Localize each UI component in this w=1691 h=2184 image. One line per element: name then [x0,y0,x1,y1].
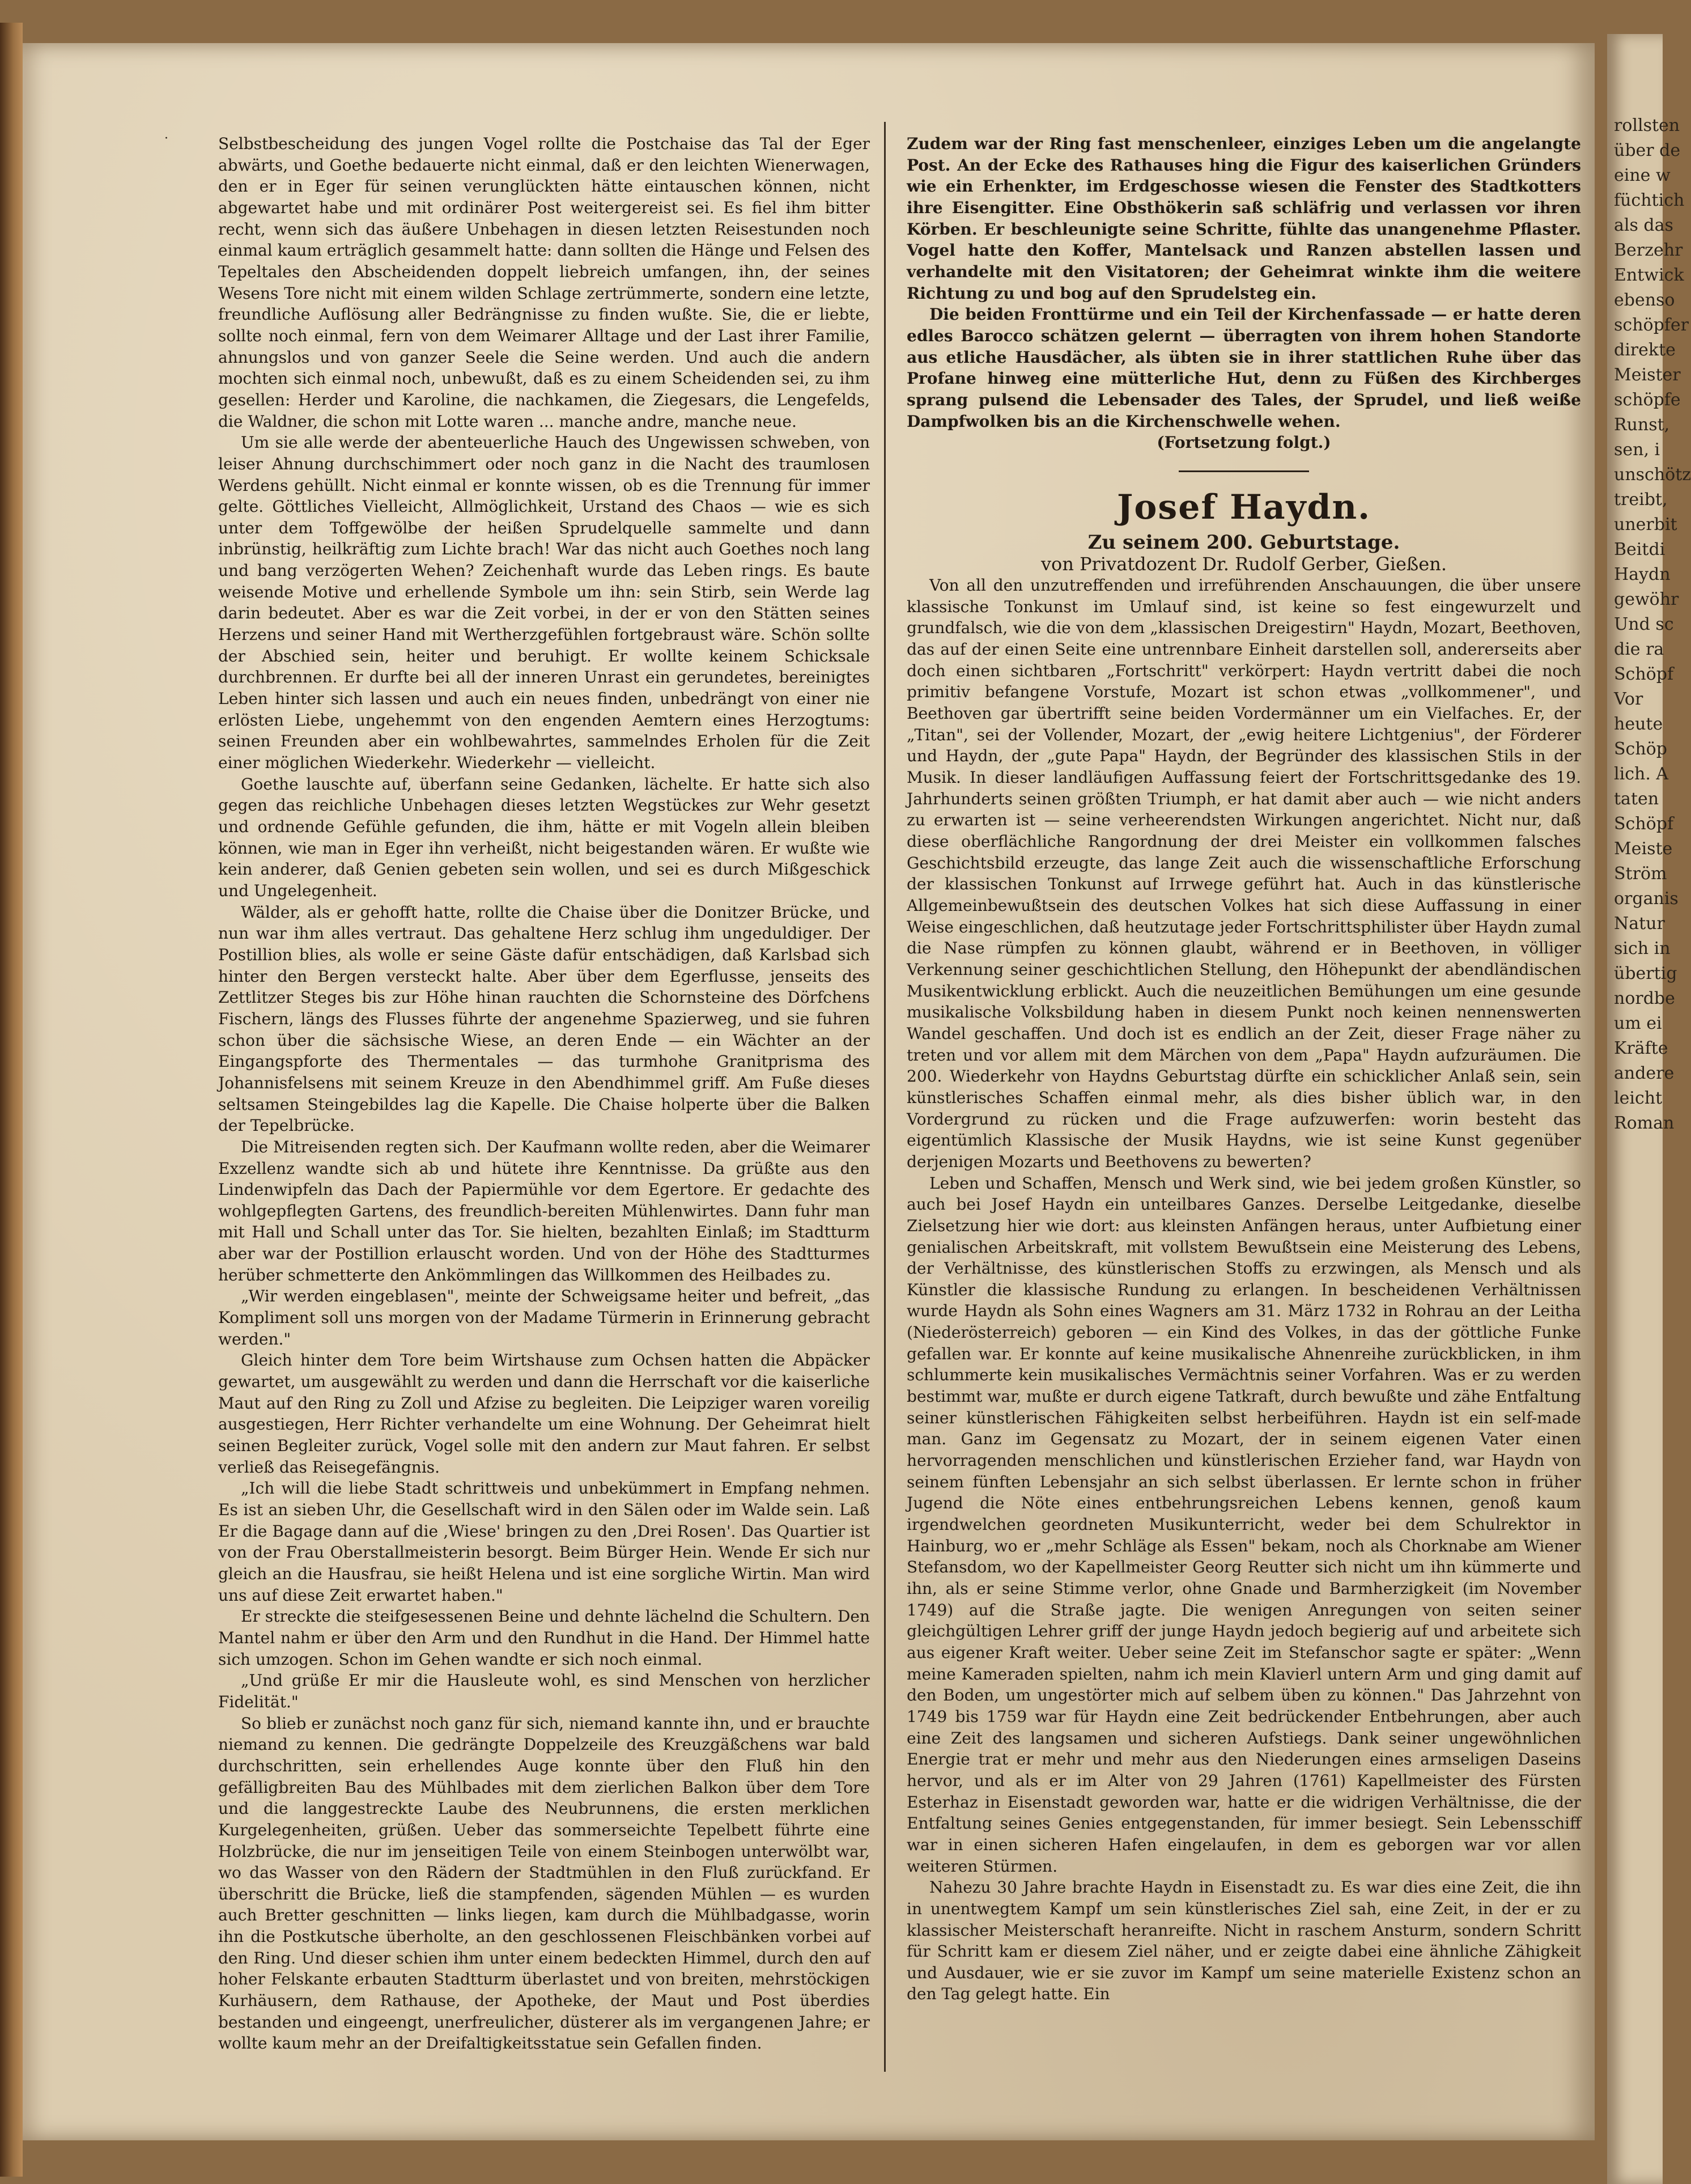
adjacent-fragment: treibt, [1614,490,1668,510]
story-paragraph: Gleich hinter dem Tore beim Wirtshause zum Ochsen hatten die Abpäcker gewartet, um ausgewählt zu werden und dann die Herrschaft vor die kaiserliche Maut auf den Ring zu Zoll und Afzise zu begleiten. Die Leipziger waren voreilig ausgestiegen, Herr Richter verhandelte um eine Wohnung. Der Geheimrat hielt seinen Begleiter zurück, Vogel solle mit den andern zur Maut fahren. Er selbst verließ das Reisegefängnis. [218,1351,870,1477]
adjacent-fragment: Kräfte [1614,1038,1668,1058]
adjacent-fragment: die ra [1614,639,1664,659]
article-paragraph: Nahezu 30 Jahre brachte Haydn in Eisenstadt zu. Es war dies eine Zeit, die ihn in unentwegtem Kampf um sein künstlerisches Ziel sah, eine Zeit, in der er zu klassischer Meisterschaft heranreifte. Nicht in raschem Ansturm, sondern Schritt für Schritt kam er diesem Ziel näher, und er zeigte dabei eine ähnliche Zähigkeit und Ausdauer, wie er sie zuvor im Kampf um seine materielle Existenz schon an den Tag gelegt hatte. Ein [907,1878,1581,2004]
adjacent-fragment: Schöpf [1614,814,1674,834]
adjacent-fragment: gewöhr [1614,590,1679,609]
story-paragraph: „Und grüße Er mir die Hausleute wohl, es sind Menschen von herzlicher Fidelität." [218,1671,870,1711]
article-paragraph: Leben und Schaffen, Mensch und Werk sind, wie bei jedem großen Künstler, so auch bei Josef Haydn ein unteilbares Ganzes. Derselbe Leitgedanke, dieselbe Zielsetzung hier wie dort: aus kleinsten Anfängen heraus, unter Aufbietung einer genialischen Arbeitskraft, mit vollstem Bewußtsein eine Meisterung des Lebens, der Verhältnisse, des künstlerischen Stoffs zu erzwingen, als Mensch und als Künstler die klassische Rundung zu erlangen. In bescheidenen Verhältnissen wurde Haydn als Sohn eines Wagners am 31. März 1732 in Rohrau an der Leitha (Niederösterreich) geboren — ein Kind des Volkes, in das der göttliche Funke gefallen war. Er konnte auf keine musikalische Ahnenreihe zurückblicken, in ihm schlummerte kein musikalisches Vermächtnis seiner Vorfahren. Was er zu werden bestimmt war, mußte er durch eigene Tatkraft, durch bewußte und zähe Entfaltung seiner künstlerischen Fähigkeiten selbst herbeiführen. Haydn ist ein self-made man. Ganz im Gegensatz zu Mozart, der in seinem eigenen Vater einen hervorragenden menschlichen und künstlerischen Erzieher fand, war Haydn von seinem fünften Lebensjahr an sich selbst überlassen. Er lernte schon in früher Jugend die Nöte eines entbehrungsreichen Lebens kennen, genoß kaum irgendwelchen geordneten Musikunterricht, weder bei dem Schulrektor in Hainburg, wo er „mehr Schläge als Essen" bekam, noch als Chorknabe am Wiener Stefansdom, wo der Kapellmeister Georg Reutter sich nicht um ihn kümmerte und ihn, als er seine Stimme verlor, ohne Gnade und Barmherzigkeit (im November 1749) auf die Straße jagte. Die wenigen Anregungen von seiten seiner gleichgültigen Lehrer griff der junge Haydn jedoch begierig auf und arbeitete sich aus eigener Kraft weiter. Ueber seine Zeit im Stefanschor sagte er später: „Wenn meine Kameraden spielten, nahm ich mein Klavierl untern Arm und ging damit auf den Boden, um ungestörter mich auf selbem üben zu können." Das Jahrzehnt von 1749 bis 1759 war für Haydn eine Zeit bedrückender Entbehrungen, aber auch eine Zeit des langsamen und sicheren Aufstiegs. Dank seiner ungewöhnlichen Energie trat er mehr und mehr aus den Niederungen eines armseligen Daseins hervor, und als er im Alter von 29 Jahren (1761) Kapellmeister des Fürsten Esterhaz in Eisenstadt geworden war, hatte er die widrigen Verhältnisse, die der Entfaltung seines Genies entgegenstanden, für immer besiegt. Sein Lebensschiff war in einen sicheren Hafen eingelaufen, in dem es geborgen war vor allen weiteren Stürmen. [907,1173,1581,1876]
adjacent-fragment: Entwick [1614,265,1684,285]
story-paragraph: Zudem war der Ring fast menschenleer, einziges Leben um die angelangte Post. An der Ecke des Rathauses hing die Figur des kaiserlichen Gründers wie ein Erhenkter, im Erdgeschosse wiesen die Fenster des Stadtkotters ihre Eisengitter. Eine Obsthökerin saß schläfrig und verlassen vor ihren Körben. Er beschleunigte seine Schritte, fühlte das unangenehme Pflaster. Vogel hatte den Koffer, Mantelsack und Ranzen abstellen lassen und verhandelte mit den Visitatoren; der Geheimrat winkte ihm die weitere Richtung zu und bog auf den Sprudelsteg ein. [907,134,1581,303]
adjacent-fragment: Ström [1614,864,1667,884]
adjacent-fragment: nordbe [1614,989,1675,1008]
story-paragraph: Selbstbescheidung des jungen Vogel rollte die Postchaise das Tal der Eger abwärts, und Goethe bedauerte nicht einmal, daß er den leichten Wienerwagen, den er in Eger für seinen verunglückten hätte eintauschen können, nicht abgewartet habe und mit ordinärer Post weitergereist sei. Es fiel ihm bitter recht, wenn sich das äußere Unbehagen in diesen letzten Reisestunden noch einmal kaum erträglich gesammelt hatte: dann sollten die Hänge und Felsen des Tepeltales den Abscheidenden doppelt liebreich umfangen, ihn, der seines Wesens Tore nicht mit einem wilden Schlage zertrümmerte, sondern eine letzte, freundliche Auflösung aller Bedrängnisse zu finden wußte. Sie, die er liebte, sollte noch einmal, fern von dem Weimarer Alltage und der Last ihrer Familie, ahnungslos und von ganzer Seele die Seine werden. Und auch die andern mochten sich einmal noch, unbewußt, daß es zu einem Scheidenden sei, zu ihm gesellen: Herder und Karoline, die nachkamen, die Ziegesars, die Lengefelds, die Waldner, die schon mit Lotte waren ... manche andre, manche neue. [218,134,870,431]
adjacent-fragment: Vor [1614,689,1643,709]
adjacent-fragment: organis [1614,889,1679,909]
story-paragraph: Die beiden Fronttürme und ein Teil der Kirchenfassade — er hatte deren edles Barocco schätzen gelernt — überragten von ihrem hohen Standorte aus etliche Hausdächer, als übten sie in ihrer stattlichen Ruhe über das Profane hinweg eine mütterliche Hut, denn zu Füßen des Kirchberges sprang pulsend die Lebensader des Tales, der Sprudel, und ließ weiße Dampfwolken bis an die Kirchenschwelle wehen. [907,305,1581,431]
adjacent-fragment: Beitdi [1614,540,1665,559]
adjacent-fragment: Meiste [1614,839,1673,859]
adjacent-fragment: unschötz [1614,465,1691,485]
adjacent-fragment: sich in [1614,939,1671,959]
left-column [218,133,870,2054]
article-author: von Privatdozent Dr. Rudolf Gerber, Gießen. [1040,553,1447,575]
article-paragraph: Von all den unzutreffenden und irreführenden Anschauungen, die über unsere klassische Tonkunst im Umlauf sind, ist keine so fest eingewurzelt und grundfalsch, wie die von dem „klassischen Dreigestirn" Haydn, Mozart, Beethoven, das auf der einen Seite eine untrennbare Einheit darstellen soll, andererseits aber doch einen sichtbaren „Fortschritt" verkörpert: Haydn vertritt dabei die noch primitiv befangene Vorstufe, Mozart ist schon etwas „vollkommener", und Beethoven gar übertrifft seine beiden Vordermänner um ein Vielfaches. Er, der „Titan", sei der Vollender, Mozart, der „ewig heitere Lichtgenius", der Förderer und Haydn, der „gute Papa" Haydn, der Begründer des klassischen Stils in der Musik. In dieser landläufigen Auffassung feiert der Fortschrittsgedanke des 19. Jahrhunderts seinen größten Triumph, er hat damit aber auch — wie nicht anders zu erwarten ist — seine verheerendsten Wirkungen angerichtet. Nicht nur, daß diese oberflächliche Rangordnung der drei Meister ein vollkommen falsches Geschichtsbild erzeugte, das lange Zeit auch die wissenschaftliche Erforschung der klassischen Tonkunst auf Irrwege geführt hat. Auch in das künstlerische Allgemeinbewußtsein des deutschen Volkes hat sich diese Auffassung in einer Weise eingeschlichen, daß heutzutage jeder Fortschrittsphilister über Haydn zumal die Nase rümpfen zu können glaubt, während er in Beethoven, in völliger Verkennung seiner geschichtlichen Stellung, den Höhepunkt der abendländischen Musikentwicklung erblickt. Auch die neuzeitlichen Bemühungen um eine gesunde musikalische Volksbildung haben in diesem Punkt noch keinen nennenswerten Wandel geschaffen. Und doch ist es endlich an der Zeit, dieser Frage näher zu treten und vor allem mit dem Märchen von dem „Papa" Haydn aufzuräumen. Die 200. Wiederkehr von Haydns Geburtstag dürfte ein schicklicher Anlaß sein, sein künstlerisches Schaffen einmal mehr, als dies bisher üblich war, in den Vordergrund zu rücken und die Frage aufzuwerfen: worin besteht das eigentümlich Klassische der Musik Haydns, wie ist seine Kunst gegenüber derjenigen Mozarts und Beethovens zu bewerten? [907,576,1581,1171]
story-continuation [907,133,1581,432]
adjacent-page-text [1607,34,1691,1136]
story-paragraph: Um sie alle werde der abenteuerliche Hauch des Ungewissen schweben, von leiser Ahnung durchschimmert oder noch ganz in die Nacht des traumlosen Werdens gehüllt. Nicht einmal er konnte wissen, ob es die Trennung für immer gelte. Göttliches Vielleicht, Allmöglichkeit, Urstand des Chaos — wie es sich unter dem Toffgewölbe der heißen Sprudelquelle sammelte und dann inbrünstig, heilkräftig zum Lichte brach! War das nicht auch Goethes noch lang und bang verzögerten Wehen? Zeichenhaft wurde das Leben rings. Es baute weisende Motive und erhellende Symbole um ihn: sein Stirb, sein Werde lag darin bedeutet. Aber es war die Zeit vorbei, in der er von den Stätten seines Herzens und seiner Hand mit Wertherzgefühlen fortgebraust wäre. Schön sollte der Abschied sein, heiter und beruhigt. Er wollte keinem Schicksale durchbrennen. Er durfte bei all der inneren Unrast ein gerundetes, bereinigtes Leben hinter sich lassen und auch ein neues finden, unbedrängt von einer nie erlösten Liebe, ungehemmt von den engenden Aemtern eines Herzogtums: seinen Freunden aber ein wohlbewahrtes, sammelndes Erholen für die Zeit einer möglichen Wiederkehr. Wiederkehr — vielleicht. [218,433,870,773]
adjacent-fragment: Meister [1614,365,1681,385]
adjacent-fragment: direkte [1614,340,1676,360]
continued-note: (Fortsetzung folgt.) [1157,433,1331,452]
adjacent-fragment: leicht [1614,1088,1663,1108]
adjacent-fragment: schöpfe [1614,390,1681,410]
adjacent-fragment: übertig [1614,964,1677,983]
adjacent-fragment: eine w [1614,166,1671,185]
column-rule [884,122,886,2072]
adjacent-fragment: Schöp [1614,739,1667,759]
adjacent-fragment: als das [1614,215,1673,235]
adjacent-fragment: Und sc [1614,614,1674,634]
adjacent-fragment: ebenso [1614,290,1675,310]
story-paragraph: Die Mitreisenden regten sich. Der Kaufmann wollte reden, aber die Weimarer Exzellenz wandte sich ab und hütete ihre Kenntnisse. Da grüßte aus den Lindenwipfeln das Dach der Papiermühle vor dem Egertore. Er gedachte des wohlgepflegten Gartens, des freundlich-bereiten Mühlenwirtes. Dann fuhr man mit Hall und Schall unter das Tor. Sie hielten, bezahlten Einlaß; im Stadtturm aber war der Postillion erlauscht worden. Und von der Höhe des Stadtturmes herüber schmetterte den Ankömmlingen das Willkommen des Heilbades zu. [218,1137,870,1284]
story-paragraph: Goethe lauschte auf, überfann seine Gedanken, lächelte. Er hatte sich also gegen das reichliche Unbehagen dieses letzten Wegstückes zur Wehr gesetzt und ordnende Gefühle gefunden, die ihm, hätte er mit Vogeln allein bleiben können, wie man in Eger ihn verheißt, nicht beigestanden wären. Er wußte wie kein anderer, daß Genien gebeten sein wollen, und sei es durch Mißgeschick und Ungelegenheit. [218,774,870,900]
page-mark: · [164,132,168,146]
adjacent-fragment: Schöpf [1614,664,1674,684]
book-binding [0,23,23,2177]
story-paragraph: „Ich will die liebe Stadt schrittweis und unbekümmert in Empfang nehmen. Es ist an sieben Uhr, die Gesellschaft wird in den Sälen oder im Walde sein. Laß Er die Bagage dann auf die ‚Wiese' bringen zu den ‚Drei Rosen'. Das Quartier ist von der Frau Oberstallmeisterin besorgt. Beim Bürger Hein. Wende Er sich nur gleich an die Hausfrau, sie heißt Helena und ist eine sorgliche Wirtin. Man wird uns auf diese Zeit erwartet haben." [218,1479,870,1605]
adjacent-fragment: rollsten [1614,116,1680,135]
adjacent-fragment: schöpfer [1614,315,1689,335]
article-subtitle: Zu seinem 200. Geburtstage. [1087,531,1400,554]
adjacent-fragment: füchtich [1614,190,1685,210]
adjacent-fragment: andere [1614,1063,1675,1083]
adjacent-fragment: Roman [1614,1113,1675,1133]
adjacent-fragment: über de [1614,141,1681,160]
adjacent-fragment: Berzehr [1614,240,1683,260]
article-body [907,575,1581,2005]
adjacent-fragment: unerbit [1614,515,1677,535]
story-paragraph: So blieb er zunächst noch ganz für sich, niemand kannte ihn, und er brauchte niemand zu kennen. Die gedrängte Doppelzeile des Kreuzgäßchens war bald durchschritten, sein erhellendes Auge konnte über den Fluß hin den gefälligbreiten Bau des Mühlbades mit dem zierlichen Balkon über dem Tore und die langgestreckte Laube des Neubrunnens, die ersten merklichen Kurgelegenheiten, grüßen. Ueber das sommerseichte Tepelbett führte eine Holzbrücke, die nur im jenseitigen Teile von einem Steinbogen unterwölbt war, wo das Wasser von den Rädern der Stadtmühlen in den Fluß zurückfand. Er überschritt die Brücke, ließ die stampfenden, sägenden Mühlen — es wurden auch Bretter geschnitten — links liegen, kam durch die Mühlbadgasse, worin ihn die Postkutsche überholte, an den geschlossenen Fleischbänken vorbei auf den Ring. Und dieser schien ihm unter einem bedeckten Himmel, durch den auf hoher Felskante erbauten Stadtturm überlastet und von breiten, mehrstöckigen Kurhäusern, dem Rathause, der Apotheke, der Maut und Post überdies bestanden und eingeengt, unerfreulicher, düsterer als im vergangenen Jahre; er wollte kaum mehr an der Dreifaltigkeitsstatue sein Gefallen finden. [218,1714,870,2053]
adjacent-fragment: sen, i [1614,440,1660,460]
adjacent-fragment: um ei [1614,1013,1662,1033]
section-divider [1179,470,1309,472]
article-title: Josef Haydn. [1117,487,1371,527]
adjacent-fragment: Haydn [1614,565,1671,584]
right-column [907,133,1581,2005]
adjacent-fragment: taten [1614,789,1659,809]
adjacent-fragment: heute [1614,714,1663,734]
story-paragraph: Wälder, als er gehofft hatte, rollte die Chaise über die Donitzer Brücke, und nun war ihm alles vertraut. Das gehaltene Herz schlug ihm ungeduldiger. Der Postillion blies, als wolle er seine Gäste dafür entschädigen, daß Karlsbad sich hinter den Bergen versteckt halte. Aber über dem Egerflusse, jenseits des Zettlitzer Steges bis zur Höhe hinan rauchten die Schornsteine des Dörfchens Fischern, längs des Flusses führte der angenehme Spazierweg, und sie fuhren schon über die sächsische Wiese, an deren Ende — ein Wächter an der Eingangspforte des Thermentales — das turmhohe Granitprisma des Johannisfelsens mit seinem Kreuze in den Abendhimmel griff. Am Fuße dieses seltsamen Steingebildes lag die Kapelle. Die Chaise holperte über die Balken der Tepelbrücke. [218,902,870,1135]
adjacent-fragment: Natur [1614,914,1665,934]
story-paragraph: „Wir werden eingeblasen", meinte der Schweigsame heiter und befreit, „das Kompliment soll uns morgen von der Madame Türmerin in Erinnerung gebracht werden." [218,1287,870,1348]
story-paragraph: Er streckte die steifgesessenen Beine und dehnte lächelnd die Schultern. Den Mantel nahm er über den Arm und den Rundhut in die Hand. Der Himmel hatte sich umzogen. Schon im Gehen wandte er sich noch einmal. [218,1607,870,1669]
adjacent-fragment: Runst, [1614,415,1670,435]
adjacent-fragment: lich. A [1614,764,1669,784]
adjacent-page-edge [1607,34,1691,2184]
